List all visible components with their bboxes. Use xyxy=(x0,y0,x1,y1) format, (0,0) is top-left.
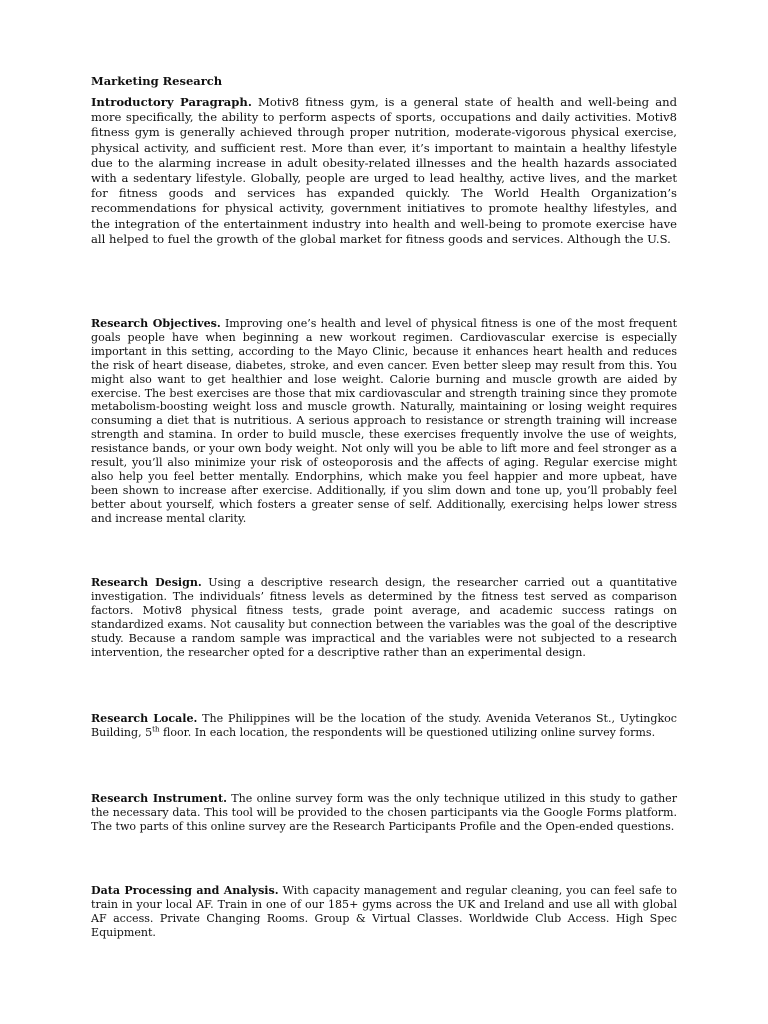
section-body: Motiv8 fitness gym, is a general state of health and well-being and more specifically, the ability to perform aspects of sports, occupations and daily activities. Motiv8 fitness gym is generally achieved through proper nutrition, moderate-vigorous physical exercise, physical activity, and sufficient rest. More than ever, it’s important to maintain a healthy lifestyle due to the alarming increase in adult obesity-related illnesses and the health hazards associated with a sedentary lifestyle. Globally, people are urged to lead healthy, active lives, and the market for fitness goods and services has expanded quickly. The World Health Organization’s recommendations for physical activity, government initiatives to promote healthy lifestyles, and the integration of the entertainment industry into health and well-being to promote exercise have all helped to fuel the growth of the global market for fitness goods and services. Although the U.S. xyxy=(91,95,678,246)
section-introductory-paragraph xyxy=(91,95,677,247)
section-body: Using a descriptive research design, the researcher carried out a quantitative investigation. The individuals’ fitness levels as determined by the fitness test served as comparison factors. Motiv8 physical fitness tests, grade point average, and academic success ratings on standardized exams. Not causality but connection between the variables was the goal of the descriptive study. Because a random sample was impractical and the variables were not subjected to a research intervention, the researcher opted for a descriptive rather than an experimental design. xyxy=(91,576,677,659)
section-body: The online survey form was the only technique utilized in this study to gather the necessary data. This tool will be provided to the chosen participants via the Google Forms platform. The two parts of this online survey are the Research Participants Profile and the Open-ended questions. xyxy=(91,792,677,833)
section-research-instrument xyxy=(91,792,677,834)
section-heading: Research Design. xyxy=(91,576,202,589)
section-heading: Data Processing and Analysis. xyxy=(91,884,279,897)
document-title: Marketing Research xyxy=(91,74,223,88)
section-heading: Research Objectives. xyxy=(91,317,221,330)
section-body: With capacity management and regular cleaning, you can feel safe to train in your local AF. Train in one of our 185+ gyms across the UK and Ireland and use all with global AF access. Private Changing Rooms. Group & Virtual Classes. Worldwide Club Access. High Spec Equipment. xyxy=(91,884,678,939)
section-heading: Research Locale. xyxy=(91,712,198,725)
section-body: Improving one’s health and level of physical fitness is one of the most frequent goals people have when beginning a new workout regimen. Cardiovascular exercise is especially important in this setting, according to the Mayo Clinic, because it enhances heart health and reduces the risk of heart disease, diabetes, stroke, and even cancer. Even better sleep may result from this. You might also want to get healthier and lose weight. Calorie burning and muscle growth are aided by exercise. The best exercises are those that mix cardiovascular and strength training since they promote metabolism-boosting weight loss and muscle growth. Naturally, maintaining or losing weight requires consuming a diet that is nutritious. A serious approach to resistance or strength training will increase strength and stamina. In order to build muscle, these exercises frequently involve the use of weights, resistance bands, or your own body weight. Not only will you be able to lift more and feel stronger as a result, you’ll also minimize your risk of osteoporosis and the affects of aging. Regular exercise might also help you feel better mentally. Endorphins, which make you feel happier and more upbeat, have been shown to increase after exercise. Additionally, if you slim down and tone up, you’ll probably feel better about yourself, which fosters a greater sense of self. Additionally, exercising helps lower stress and increase mental clarity. xyxy=(91,317,678,525)
section-research-locale xyxy=(91,712,677,740)
ordinal-superscript: th xyxy=(152,725,160,734)
section-research-design xyxy=(91,576,677,659)
section-data-processing-and-analysis xyxy=(91,884,677,940)
section-heading: Introductory Paragraph. xyxy=(91,95,252,109)
section-body: The Philippines will be the location of the study. Avenida Veteranos St., Uytingkoc Building, 5 xyxy=(91,712,677,739)
section-research-objectives xyxy=(91,317,677,526)
section-heading: Research Instrument. xyxy=(91,792,227,805)
section-body-continued: floor. In each location, the respondents will be questioned utilizing online survey forms. xyxy=(159,725,656,739)
